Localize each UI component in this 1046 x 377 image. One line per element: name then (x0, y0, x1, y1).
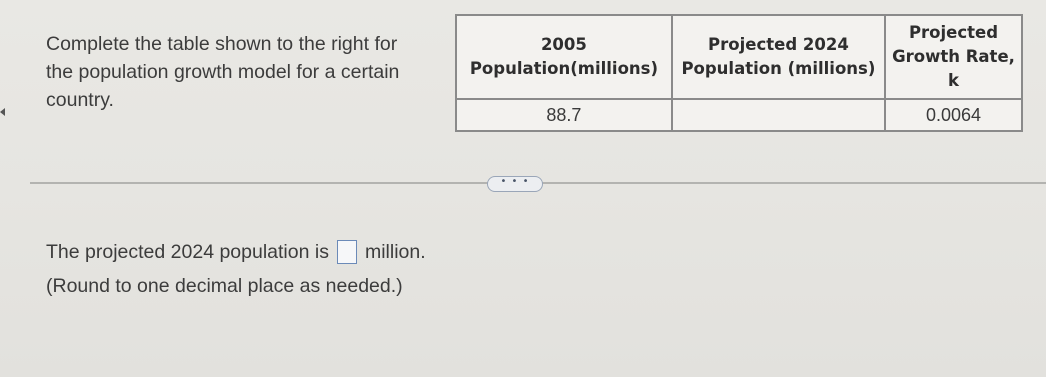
cell-growth-rate: 0.0064 (885, 99, 1022, 131)
header-growth-rate: Projected Growth Rate, k (885, 15, 1022, 99)
rounding-note: (Round to one decimal place as needed.) (46, 275, 403, 297)
header-2005-population: 2005 Population(millions) (456, 15, 672, 99)
table-header-row (456, 15, 1022, 99)
population-answer-input[interactable] (337, 240, 357, 264)
expand-button[interactable] (487, 176, 543, 192)
answer-suffix: million. (364, 241, 426, 263)
answer-prefix: The projected 2024 population is (46, 241, 329, 263)
population-table (455, 14, 1023, 132)
question-text: Complete the table shown to the right for the population growth model for a certain country. (46, 33, 400, 111)
ellipsis-icon: • • • (500, 176, 530, 187)
collapse-arrow-icon (0, 108, 5, 116)
cell-2005-population: 88.7 (456, 99, 672, 131)
answer-line (46, 238, 426, 266)
cell-projected-2024-population (672, 99, 885, 131)
header-projected-2024-population: Projected 2024 Population (millions) (672, 15, 885, 99)
table-row (456, 99, 1022, 131)
